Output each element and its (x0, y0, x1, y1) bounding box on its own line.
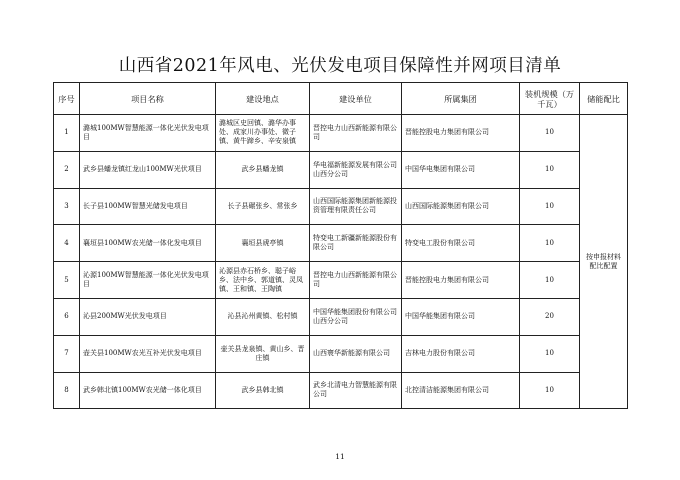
row-location: 潞城区史回镇、潞华办事处、成家川办事处、微子镇、黄牛蹄乡、辛安泉镇 (216, 115, 310, 152)
header-construction-unit: 建设单位 (310, 83, 402, 115)
header-group: 所属集团 (402, 83, 520, 115)
row-project-name: 沁县200MW光伏发电项目 (80, 298, 216, 335)
row-construction-unit: 特变电工新疆新能源股份有限公司 (310, 225, 402, 262)
table-row (54, 335, 628, 372)
row-project-name: 长子县100MW智慧光储发电项目 (80, 188, 216, 225)
row-construction-unit: 华电福新能源发展有限公司山西分公司 (310, 151, 402, 188)
row-location: 长子县碾张乡、常张乡 (216, 188, 310, 225)
row-index: 4 (54, 225, 80, 262)
row-location: 沁源县赤石桥乡、聪子峪乡、法中乡、郭道镇、灵凤镇、王和镇、王陶镇 (216, 262, 310, 299)
row-construction-unit: 山西寰华新能源有限公司 (310, 335, 402, 372)
row-index: 6 (54, 298, 80, 335)
row-project-name: 沁源100MW智慧能源一体化光伏发电项目 (80, 262, 216, 299)
header-capacity: 装机规模（万千瓦） (520, 83, 580, 115)
row-group: 晋能控股电力集团有限公司 (402, 115, 520, 152)
row-location: 武乡县蟠龙镇 (216, 151, 310, 188)
row-project-name: 襄垣县100MW农光储一体化发电项目 (80, 225, 216, 262)
row-capacity: 20 (520, 298, 580, 335)
row-group: 晋能控股电力集团有限公司 (402, 262, 520, 299)
row-capacity: 10 (520, 188, 580, 225)
header-location: 建设地点 (216, 83, 310, 115)
row-index: 8 (54, 372, 80, 409)
table-row (54, 225, 628, 262)
row-construction-unit: 晋控电力山西新能源有限公司 (310, 262, 402, 299)
row-index: 7 (54, 335, 80, 372)
table-row (54, 115, 628, 152)
row-capacity: 10 (520, 225, 580, 262)
row-group: 特变电工股份有限公司 (402, 225, 520, 262)
table-row (54, 262, 628, 299)
row-construction-unit: 中国华能集团股份有限公司山西分公司 (310, 298, 402, 335)
row-group: 中国华电集团有限公司 (402, 151, 520, 188)
project-table (53, 82, 628, 409)
row-group: 吉林电力股份有限公司 (402, 335, 520, 372)
row-group: 北控清洁能源集团有限公司 (402, 372, 520, 409)
row-construction-unit: 山西国际能源集团新能源投资管理有限责任公司 (310, 188, 402, 225)
row-group: 山西国际能源集团有限公司 (402, 188, 520, 225)
row-index: 5 (54, 262, 80, 299)
row-capacity: 10 (520, 115, 580, 152)
table-row (54, 188, 628, 225)
row-project-name: 潞城100MW智慧能源一体化光伏发电项目 (80, 115, 216, 152)
page-number: 11 (335, 452, 345, 461)
storage-ratio-note: 按申报材料配比配置 (580, 115, 628, 409)
header-index: 序号 (54, 83, 80, 115)
table-row (54, 298, 628, 335)
table-row (54, 151, 628, 188)
row-project-name: 武乡韩北镇100MW农光储一体化项目 (80, 372, 216, 409)
header-storage-ratio: 储能配比 (580, 83, 628, 115)
row-capacity: 10 (520, 262, 580, 299)
row-index: 3 (54, 188, 80, 225)
row-index: 2 (54, 151, 80, 188)
row-location: 壶关县龙泉镇、黄山乡、晋庄镇 (216, 335, 310, 372)
row-location: 武乡县韩北镇 (216, 372, 310, 409)
row-project-name: 武乡县蟠龙镇红龙山100MW光伏项目 (80, 151, 216, 188)
row-capacity: 10 (520, 372, 580, 409)
row-construction-unit: 武乡北清电力智慧能源有限公司 (310, 372, 402, 409)
table-header-row (54, 83, 628, 115)
document-title: 山西省2021年风电、光伏发电项目保障性并网项目清单 (118, 56, 562, 76)
header-project-name: 项目名称 (80, 83, 216, 115)
row-index: 1 (54, 115, 80, 152)
row-project-name: 壶关县100MW农光互补光伏发电项目 (80, 335, 216, 372)
row-construction-unit: 晋控电力山西新能源有限公司 (310, 115, 402, 152)
row-location: 襄垣县虒亭镇 (216, 225, 310, 262)
table-row (54, 372, 628, 409)
row-capacity: 10 (520, 335, 580, 372)
row-location: 沁县沁州黄镇、松村镇 (216, 298, 310, 335)
row-capacity: 10 (520, 151, 580, 188)
row-group: 中国华能集团有限公司 (402, 298, 520, 335)
